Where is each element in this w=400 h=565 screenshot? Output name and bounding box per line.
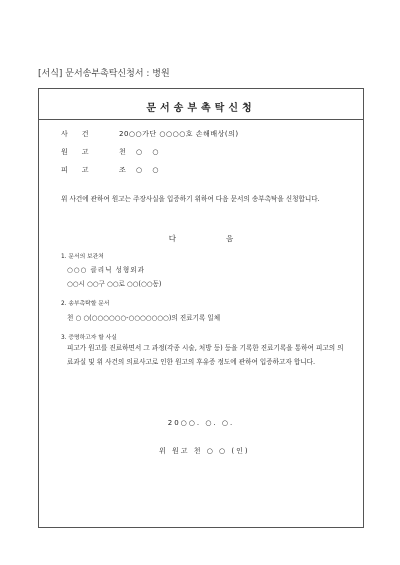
case-label: 사건: [61, 130, 103, 138]
plaintiff-row: [61, 147, 162, 157]
document-title: 문서송부촉탁신청: [146, 103, 256, 114]
defendant-label: 피고: [61, 166, 103, 174]
plaintiff-label: 원고: [61, 148, 103, 156]
section-1-line-2: ○○시 ○○구 ○○로 ○○(○○동): [67, 280, 162, 288]
section-3-text: 피고가 원고를 진료하면서 그 과정(각종 시술, 처방 등) 등을 기록한 진료기록을 통하여 피고의 의료과실 및 위 사건의 의료사고로 인한 원고의 후유증 정도에 관하여 입증하고자 합니다.: [67, 344, 344, 366]
section-2-title: 2. 송부촉탁할 문서: [61, 301, 110, 307]
form-title: [서식] 문서송부촉탁신청서 : 병원: [38, 69, 170, 79]
plaintiff-value: 천 ○ ○: [119, 148, 163, 156]
section-2-line-1: 천 ○ ○(○○○○○○-○○○○○○○)의 진료기록 일체: [67, 314, 221, 322]
case-value: 20○○가단 ○○○○호 손해배상(의): [119, 130, 239, 138]
intro-paragraph: 위 사건에 관하여 원고는 주장사실을 입증하기 위하여 다음 문서의 송부촉탁을 신청합니다.: [61, 195, 320, 203]
section-1-title: 1. 문서의 보관처: [61, 254, 104, 260]
title-divider: [39, 119, 363, 120]
signature-line: 위 원고 천 ○ ○ (인): [159, 447, 250, 455]
defendant-value: 조 ○ ○: [119, 166, 163, 174]
section-3-title: 3. 증명하고자 할 사실: [61, 335, 117, 341]
section-heading: 다음: [168, 234, 284, 243]
section-1-line-1: ○○○ 클리닉 성형외과: [67, 266, 146, 274]
case-row: [61, 129, 239, 139]
document-page: [38, 88, 364, 528]
document-date: 20○○. ○. ○.: [167, 419, 235, 427]
defendant-row: [61, 165, 162, 175]
